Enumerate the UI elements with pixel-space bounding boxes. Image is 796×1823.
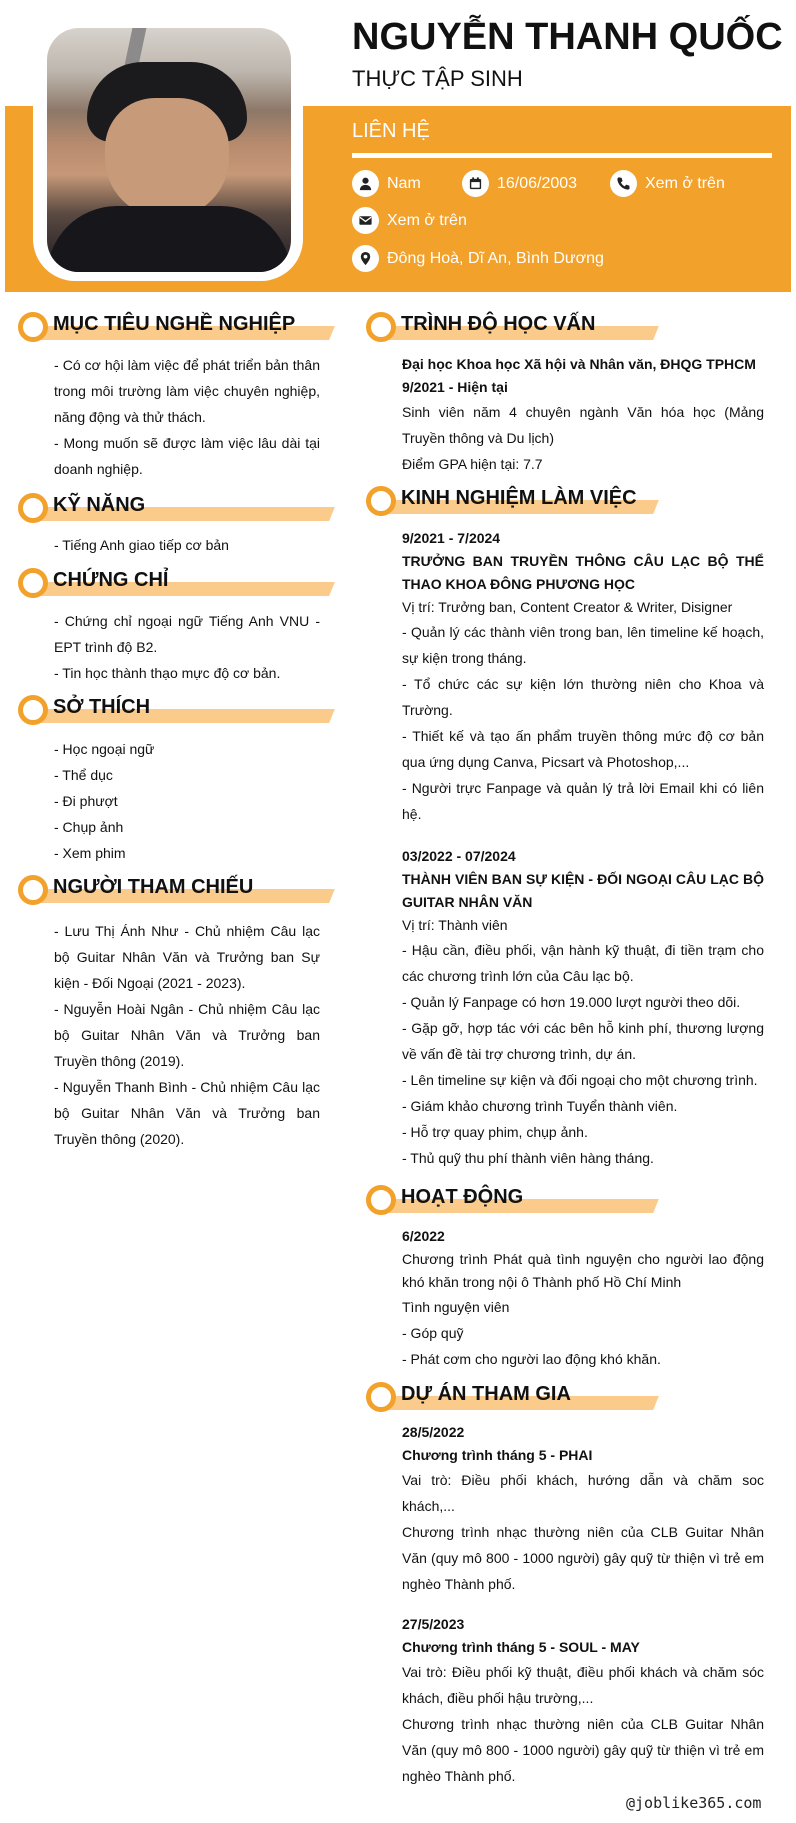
contact-gender: Nam [352, 170, 421, 197]
project-name: Chương trình tháng 5 - SOUL - MAY [402, 1639, 640, 1655]
email-icon [352, 207, 379, 234]
hobbies-content: - Học ngoại ngữ - Thể dục - Đi phượt - Chụp ảnh - Xem phim [54, 741, 155, 861]
candidate-role: THỰC TẬP SINH [352, 66, 523, 91]
contact-email: Xem ở trên [352, 207, 467, 234]
section-title: CHỨNG CHỈ [53, 569, 169, 591]
calendar-icon [462, 170, 489, 197]
location-icon [352, 245, 379, 272]
experience-job-2: 03/2022 - 07/2024 THÀNH VIÊN BAN SỰ KIỆN - ĐỐI NGOẠI CÂU LẠC BỘ GUITAR NHÂN VĂN Vị trí: Thành viên - Hậu cần, điều phối, vận hành kỹ thuật, đi tiền trạm cho các chương trình lớn của Câu lạc bộ. - Quản lý Fanpage có hơn 19.000 lượt người theo dõi. - Gặp gỡ, hợp tác với các bên hỗ kinh phí, thương lượng về vấn đề tài trợ chương trình, dự án. - Lên timeline sự kiện và đối ngoại cho một chương trình. - Giám khảo chương trình Tuyển thành viên. - Hỗ trợ quay phim, chụp ảnh. - Thủ quỹ thu phí thành viên hàng tháng. [402, 845, 764, 1171]
section-title: SỞ THÍCH [53, 696, 151, 718]
section-title: DỰ ÁN THAM GIA [401, 1383, 571, 1405]
contact-title: LIÊN HỆ [352, 120, 430, 142]
profile-photo-frame [33, 16, 303, 281]
section-title: HOẠT ĐỘNG [401, 1186, 524, 1208]
candidate-name: NGUYỄN THANH QUỐC [352, 16, 783, 58]
job-period: 03/2022 - 07/2024 [402, 848, 516, 864]
education-content: Đại học Khoa học Xã hội và Nhân văn, ĐHQG TPHCM 9/2021 - Hiện tại Sinh viên năm 4 chuyên ngành Văn hóa học (Mảng Truyền thông và Du lịch) Điểm GPA hiện tại: 7.7 [402, 353, 764, 477]
certificates-content: - Chứng chỉ ngoại ngữ Tiếng Anh VNU - EPT trình độ B2. - Tin học thành thạo mực độ cơ bản. [54, 613, 320, 681]
contact-address: Đông Hoà, Dĩ An, Bình Dương [352, 245, 604, 272]
section-title: KINH NGHIỆM LÀM VIỆC [401, 487, 637, 509]
contact-birthdate: 16/06/2003 [462, 170, 577, 197]
project-name: Chương trình tháng 5 - PHAI [402, 1447, 593, 1463]
project-1: 28/5/2022 Chương trình tháng 5 - PHAI Vai trò: Điều phối khách, hướng dẫn và chăm soc khách,... Chương trình nhạc thường niên của CLB Guitar Nhân Văn (quy mô 800 - 1000 người) gây quỹ từ thiện vì trẻ em nghèo Thành phố. [402, 1421, 764, 1597]
education-period: 9/2021 - Hiện tại [402, 379, 508, 395]
activity-period: 6/2022 [402, 1228, 445, 1244]
skills-content: - Tiếng Anh giao tiếp cơ bản [54, 537, 229, 553]
activities-content: 6/2022 Chương trình Phát quà tình nguyện cho người lao động khó khăn trong nội ô Thành phố Hồ Chí Minh Tình nguyện viên - Góp quỹ - Phát cơm cho người lao động khó khăn. [402, 1225, 764, 1372]
section-title: TRÌNH ĐỘ HỌC VẤN [401, 313, 596, 335]
job-period: 9/2021 - 7/2024 [402, 530, 501, 546]
phone-icon [610, 170, 637, 197]
job-organization: THÀNH VIÊN BAN SỰ KIỆN - ĐỐI NGOẠI CÂU LẠC BỘ GUITAR NHÂN VĂN [402, 871, 764, 910]
references-content: - Lưu Thị Ánh Như - Chủ nhiệm Câu lạc bộ Guitar Nhân Văn và Trưởng ban Sự kiện - Đối Ngoại (2021 - 2023). - Nguyễn Hoài Ngân - Chủ nhiệm Câu lạc bộ Guitar Nhân Văn và Trưởng ban Truyền thông (2019). - Nguyễn Thanh Bình - Chủ nhiệm Câu lạc bộ Guitar Nhân Văn và Trưởng ban Truyền thông (2020). [54, 923, 320, 1147]
section-title: KỸ NĂNG [53, 494, 146, 516]
profile-photo [47, 28, 291, 272]
project-2: 27/5/2023 Chương trình tháng 5 - SOUL - MAY Vai trò: Điều phối kỹ thuật, điều phối khách và chăm sóc khách, điều phối hậu trường,... Chương trình nhạc thường niên của CLB Guitar Nhân Văn (quy mô 800 - 1000 người) gây quỹ từ thiện vì trẻ em nghèo Thành phố. [402, 1613, 764, 1789]
objective-content: - Có cơ hội làm việc để phát triển bản thân trong môi trường làm việc chuyên nghiệp, năng động và thử thách. - Mong muốn sẽ được làm việc lâu dài tại doanh nghiệp. [54, 357, 320, 477]
project-date: 27/5/2023 [402, 1616, 465, 1632]
experience-job-1: 9/2021 - 7/2024 TRƯỞNG BAN TRUYỀN THÔNG CÂU LẠC BỘ THỂ THAO KHOA ĐÔNG PHƯƠNG HỌC Vị trí: Trưởng ban, Content Creator & Writer, Disigner - Quản lý các thành viên trong ban, lên timeline kế hoạch, sự kiện trong tháng. - Tổ chức các sự kiện lớn thường niên cho Khoa và Trường. - Thiết kế và tạo ấn phẩm truyền thông mức độ cơ bản qua ứng dụng Canva, Picsart và Photoshop,... - Người trực Fanpage và quản lý trả lời Email khi có liên hệ. [402, 527, 764, 827]
project-date: 28/5/2022 [402, 1424, 465, 1440]
contact-divider [352, 153, 772, 158]
section-title: NGƯỜI THAM CHIẾU [53, 876, 254, 898]
footer-watermark: @joblike365.com [626, 1794, 762, 1812]
section-title: MỤC TIÊU NGHỀ NGHIỆP [53, 313, 296, 335]
contact-phone: Xem ở trên [610, 170, 725, 197]
person-icon [352, 170, 379, 197]
job-organization: TRƯỞNG BAN TRUYỀN THÔNG CÂU LẠC BỘ THỂ THAO KHOA ĐÔNG PHƯƠNG HỌC [402, 553, 764, 592]
school-name: Đại học Khoa học Xã hội và Nhân văn, ĐHQG TPHCM [402, 356, 756, 372]
